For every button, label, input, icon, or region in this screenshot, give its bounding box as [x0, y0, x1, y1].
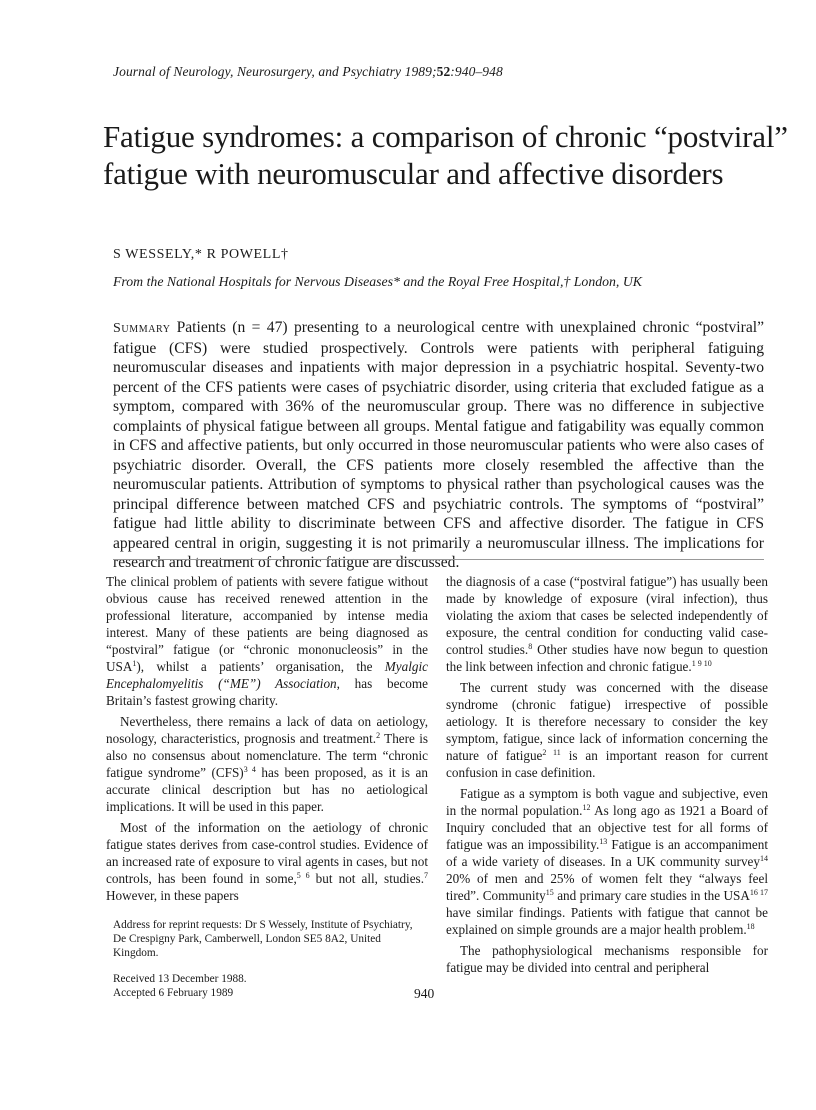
body-text: has been proposed, as it is an accurate clinical description but has no aetiological implications. It will be used in this paper.: [106, 765, 429, 814]
article-title: Fatigue syndromes: a comparison of chronic “postviral” fatigue with neuromuscular and affective disorders: [103, 119, 788, 191]
citation-ref: 12: [582, 803, 591, 812]
body-paragraph: [106, 573, 428, 709]
citation-ref: 8: [528, 642, 533, 651]
body-text: As long ago as 1921 a Board of Inquiry concluded that an objective test for all forms of fatigue was an impossibility.: [446, 803, 768, 852]
body-text-italic: Myalgic Encephalomyelitis (“ME”) Association: [106, 659, 428, 691]
summary-label: Summary: [113, 321, 171, 336]
citation-ref: 7: [424, 871, 428, 880]
reprint-address: Address for reprint requests: Dr S Wessely, Institute of Psychiatry, De Crespigny Park, Camberwell, London SE5 8A2, United Kingdom.: [113, 919, 413, 959]
body-text: Fatigue is an accompaniment of a wide variety of diseases. In a UK community survey: [446, 837, 768, 869]
body-text: Other studies have now begun to question the link between infection and chronic fatigue.: [446, 642, 768, 674]
body-text: have similar findings. Patients with fatigue that cannot be explained on simple grounds are a major health problem.: [446, 905, 768, 937]
body-text: the diagnosis of a case (“postviral fatigue”) has usually been made by knowledge of exposure (viral infection), thus violating the axiom that cases be selected independently of exposure, the central condition for conducting valid case-control studies.: [446, 574, 768, 657]
journal-volume: 52: [436, 64, 451, 79]
reprint-footnote: [113, 918, 423, 1000]
citation-ref: 14: [760, 854, 768, 863]
body-text: Most of the information on the aetiology of chronic fatigue states derives from case-control studies. Evidence of an increased rate of exposure to viral agents in cases, but not controls, has been found in some,: [106, 820, 428, 886]
body-text: Fatigue as a symptom is both vague and subjective, even in the normal population.: [446, 786, 768, 818]
body-text: The pathophysiological mechanisms responsible for fatigue may be divided into central and peripheral: [446, 943, 768, 975]
body-text: 20% of men and 25% of women felt they “always feel tired”. Community: [446, 871, 768, 903]
summary-text: Patients (n = 47) presenting to a neurological centre with unexplained chronic “postviral” fatigue (CFS) were studied prospectively. Controls were patients with peripheral fatiguing neuromuscular diseases and inpatients with major depression in a psychiatric hospital. Seventy-two percent of the CFS patients were cases of psychiatric disorder, using criteria that excluded fatigue as a symptom, compared with 36% of the neuromuscular group. There was no difference in subjective complaints of physical fatigue between all groups. Mental fatigue and fatigability was equally common in CFS and affective patients, but only occurred in those neuromuscular patients who were also cases of psychiatric disorder. Overall, the CFS patients more closely resembled the affective than the neuromuscular patients. Attribution of symptoms to physical rather than psychological causes was the principal difference between matched CFS and psychiatric controls. The symptoms of “postviral” fatigue had little ability to discriminate between CFS and affective disorder. The fatigue in CFS appeared central in origin, suggesting it is not primarily a neuromuscular illness. The implications for research and treatment of chronic fatigue are discussed.: [113, 319, 764, 571]
body-paragraph: [446, 573, 768, 675]
body-text: The clinical problem of patients with severe fatigue without obvious cause has received renewed attention in the professional literature, accompanied by intense media interest. Many of these patients are being diagnosed as “postviral” fatigue (or “chronic mononucleosis” in the USA: [106, 574, 428, 674]
body-paragraph: [446, 785, 768, 938]
body-paragraph: [446, 679, 768, 781]
body-paragraph: [106, 819, 428, 904]
body-text: ), whilst a patients’ organisation, the: [136, 659, 385, 674]
citation-ref: 18: [746, 922, 755, 931]
citation-ref: 1: [132, 659, 137, 668]
accepted-date: Accepted 6 February 1989: [113, 987, 234, 999]
citation-ref: 15: [545, 888, 554, 897]
body-text: Nevertheless, there remains a lack of data on aetiology, nosology, characteristics, prognosis and treatment.: [106, 714, 428, 746]
journal-name: Journal of Neurology, Neurosurgery, and Psychiatry: [113, 64, 402, 79]
citation-ref: 3 4: [243, 765, 256, 774]
article-affiliation: From the National Hospitals for Nervous Diseases* and the Royal Free Hospital,† London, UK: [113, 274, 642, 289]
page-number: 940: [414, 986, 435, 1001]
citation-ref: 13: [599, 837, 608, 846]
body-text: The current study was concerned with the disease syndrome (chronic fatigue) irrespective of possible aetiology. It is therefore necessary to consider the key symptom, fatigue, since lack of information concerning the nature of fatigue: [446, 680, 768, 763]
body-text: is an important reason for current confusion in case definition.: [446, 748, 769, 780]
submission-dates: [113, 972, 423, 1000]
body-column-left: [106, 573, 428, 908]
body-text: , has become Britain’s fastest growing charity.: [106, 676, 428, 708]
journal-year: 1989;: [404, 64, 437, 79]
summary-abstract: [113, 318, 764, 573]
section-divider: [113, 559, 764, 560]
received-date: Received 13 December 1988.: [113, 973, 247, 985]
body-text: but not all, studies.: [309, 871, 424, 886]
citation-ref: 5 6: [296, 871, 310, 880]
journal-pages: :940–948: [450, 64, 503, 79]
body-text: However, in these papers: [106, 888, 239, 903]
body-text: There is also no consensus about nomenclature. The term “chronic fatigue syndrome” (CFS): [106, 731, 428, 780]
article-authors: S WESSELY,* R POWELL†: [113, 247, 289, 262]
body-column-right: [446, 573, 768, 980]
citation-ref: 2 11: [542, 748, 561, 757]
citation-ref: 16 17: [749, 888, 769, 897]
body-paragraph: [446, 942, 768, 976]
journal-citation: [113, 64, 503, 80]
citation-ref: 1 9 10: [691, 659, 712, 668]
body-paragraph: [106, 713, 428, 815]
citation-ref: 2: [376, 731, 381, 740]
body-text: and primary care studies in the USA: [553, 888, 750, 903]
